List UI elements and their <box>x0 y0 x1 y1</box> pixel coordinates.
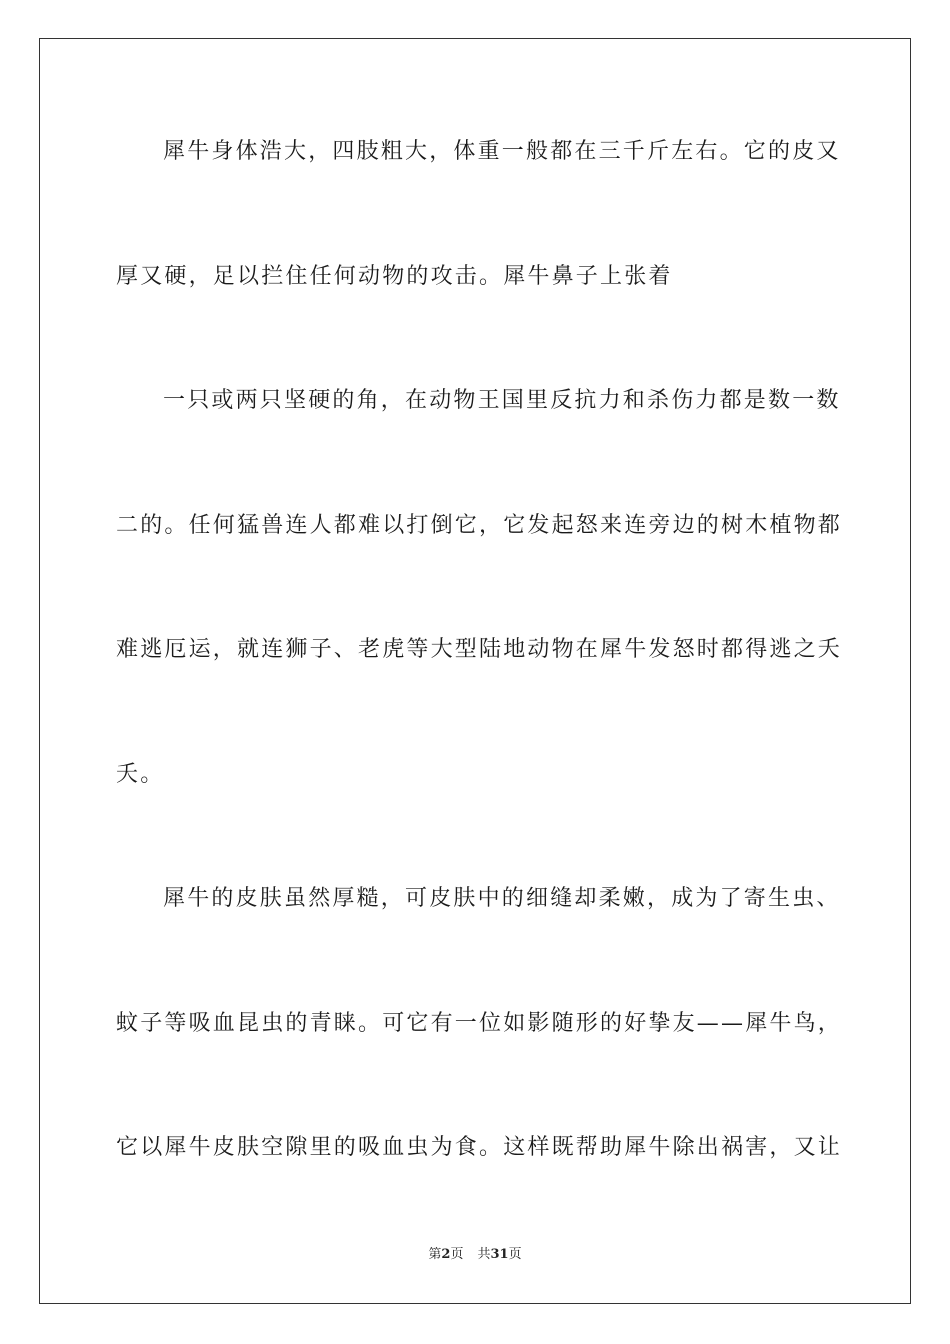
total-pages: 31 <box>490 1247 509 1262</box>
paragraph-line: 难逃厄运，就连狮子、老虎等大型陆地动物在犀牛发怒时都得逃之夭 <box>116 637 843 662</box>
paragraph-line: 犀牛的皮肤虽然厚糙，可皮肤中的细缝却柔嫩，成为了寄生虫、 <box>163 886 841 911</box>
page-prefix: 第 <box>428 1247 442 1262</box>
page-border <box>39 38 911 1304</box>
total-suffix: 页 <box>508 1247 522 1262</box>
page-suffix: 页 <box>450 1247 464 1262</box>
page-footer <box>0 1246 950 1264</box>
total-prefix: 共 <box>477 1247 491 1262</box>
page-number: 2 <box>441 1247 451 1262</box>
paragraph-line: 夭。 <box>116 762 165 787</box>
paragraph-line: 二的。任何猛兽连人都难以打倒它，它发起怒来连旁边的树木植物都 <box>116 513 843 538</box>
paragraph-line: 一只或两只坚硬的角，在动物王国里反抗力和杀伤力都是数一数 <box>163 388 841 413</box>
paragraph-line: 犀牛身体浩大，四肢粗大，体重一般都在三千斤左右。它的皮又 <box>163 139 841 164</box>
paragraph-line: 厚又硬，足以拦住任何动物的攻击。犀牛鼻子上张着 <box>116 264 673 289</box>
paragraph-line: 它以犀牛皮肤空隙里的吸血虫为食。这样既帮助犀牛除出祸害，又让 <box>116 1135 843 1160</box>
paragraph-line: 蚊子等吸血昆虫的青睐。可它有一位如影随形的好挚友——犀牛鸟， <box>116 1011 843 1036</box>
